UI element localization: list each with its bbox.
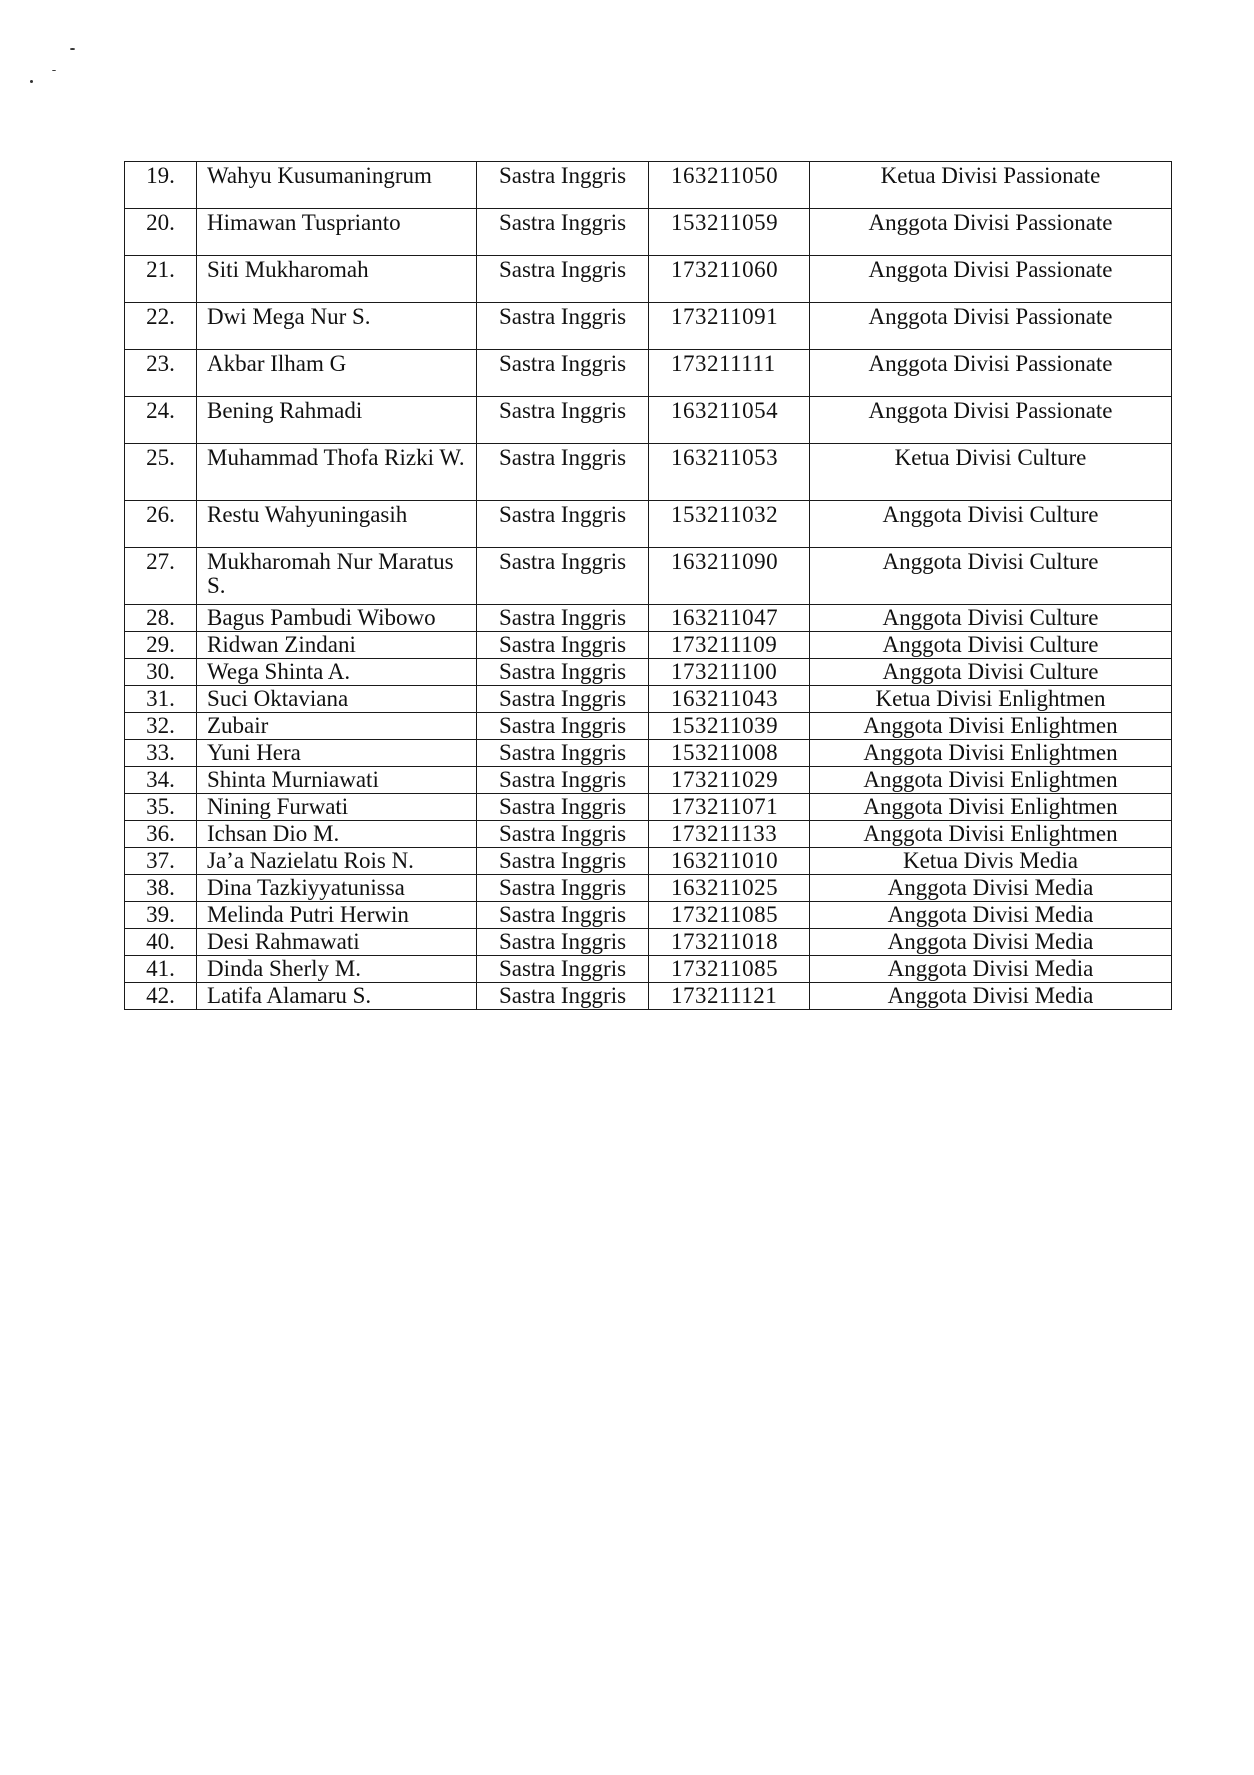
position-cell: Anggota Divisi Culture — [810, 501, 1172, 548]
member-name-cell: Himawan Tusprianto — [197, 209, 477, 256]
table-row — [125, 713, 1172, 740]
study-program-cell: Sastra Inggris — [477, 794, 649, 821]
member-name-cell: Zubair — [197, 713, 477, 740]
position-cell: Anggota Divisi Media — [810, 983, 1172, 1010]
student-id-cell: 173211111 — [649, 350, 810, 397]
student-id-cell: 173211100 — [649, 659, 810, 686]
member-name-cell: Latifa Alamaru S. — [197, 983, 477, 1010]
member-table — [124, 161, 1172, 1010]
row-number-cell: 19. — [125, 162, 197, 209]
member-name-cell: Mukharomah Nur Maratus S. — [197, 548, 477, 605]
study-program-cell: Sastra Inggris — [477, 686, 649, 713]
row-number-cell: 40. — [125, 929, 197, 956]
student-id-cell: 163211025 — [649, 875, 810, 902]
study-program-cell: Sastra Inggris — [477, 713, 649, 740]
position-cell: Anggota Divisi Enlightmen — [810, 740, 1172, 767]
student-id-cell: 173211071 — [649, 794, 810, 821]
member-name-cell: Siti Mukharomah — [197, 256, 477, 303]
row-number-cell: 28. — [125, 605, 197, 632]
position-cell: Anggota Divisi Passionate — [810, 350, 1172, 397]
table-row — [125, 501, 1172, 548]
member-name-cell: Wega Shinta A. — [197, 659, 477, 686]
study-program-cell: Sastra Inggris — [477, 767, 649, 794]
table-row — [125, 350, 1172, 397]
student-id-cell: 163211090 — [649, 548, 810, 605]
student-id-cell: 163211047 — [649, 605, 810, 632]
position-cell: Anggota Divisi Passionate — [810, 397, 1172, 444]
student-id-cell: 173211029 — [649, 767, 810, 794]
position-cell: Anggota Divisi Enlightmen — [810, 794, 1172, 821]
position-cell: Anggota Divisi Culture — [810, 659, 1172, 686]
student-id-cell: 163211043 — [649, 686, 810, 713]
scan-speck — [52, 70, 56, 71]
row-number-cell: 29. — [125, 632, 197, 659]
study-program-cell: Sastra Inggris — [477, 162, 649, 209]
table-row — [125, 767, 1172, 794]
student-id-cell: 163211054 — [649, 397, 810, 444]
row-number-cell: 34. — [125, 767, 197, 794]
row-number-cell: 39. — [125, 902, 197, 929]
position-cell: Anggota Divisi Culture — [810, 605, 1172, 632]
row-number-cell: 32. — [125, 713, 197, 740]
member-name-cell: Dinda Sherly M. — [197, 956, 477, 983]
student-id-cell: 173211091 — [649, 303, 810, 350]
study-program-cell: Sastra Inggris — [477, 929, 649, 956]
table-row — [125, 740, 1172, 767]
row-number-cell: 37. — [125, 848, 197, 875]
member-name-cell: Restu Wahyuningasih — [197, 501, 477, 548]
position-cell: Anggota Divisi Media — [810, 902, 1172, 929]
study-program-cell: Sastra Inggris — [477, 740, 649, 767]
position-cell: Anggota Divisi Passionate — [810, 303, 1172, 350]
member-name-cell: Melinda Putri Herwin — [197, 902, 477, 929]
study-program-cell: Sastra Inggris — [477, 821, 649, 848]
position-cell: Anggota Divisi Passionate — [810, 256, 1172, 303]
student-id-cell: 173211109 — [649, 632, 810, 659]
member-name-cell: Bening Rahmadi — [197, 397, 477, 444]
row-number-cell: 27. — [125, 548, 197, 605]
row-number-cell: 36. — [125, 821, 197, 848]
member-name-cell: Ichsan Dio M. — [197, 821, 477, 848]
member-name-cell: Bagus Pambudi Wibowo — [197, 605, 477, 632]
position-cell: Anggota Divisi Culture — [810, 632, 1172, 659]
student-id-cell: 163211053 — [649, 444, 810, 501]
table-row — [125, 983, 1172, 1010]
scan-speck — [30, 80, 33, 83]
row-number-cell: 33. — [125, 740, 197, 767]
table-row — [125, 209, 1172, 256]
study-program-cell: Sastra Inggris — [477, 397, 649, 444]
row-number-cell: 30. — [125, 659, 197, 686]
study-program-cell: Sastra Inggris — [477, 501, 649, 548]
member-name-cell: Suci Oktaviana — [197, 686, 477, 713]
study-program-cell: Sastra Inggris — [477, 444, 649, 501]
study-program-cell: Sastra Inggris — [477, 605, 649, 632]
row-number-cell: 35. — [125, 794, 197, 821]
row-number-cell: 26. — [125, 501, 197, 548]
student-id-cell: 173211121 — [649, 983, 810, 1010]
student-id-cell: 173211085 — [649, 902, 810, 929]
member-name-cell: Ja’a Nazielatu Rois N. — [197, 848, 477, 875]
study-program-cell: Sastra Inggris — [477, 632, 649, 659]
study-program-cell: Sastra Inggris — [477, 548, 649, 605]
member-name-cell: Nining Furwati — [197, 794, 477, 821]
table-row — [125, 162, 1172, 209]
study-program-cell: Sastra Inggris — [477, 983, 649, 1010]
table-row — [125, 956, 1172, 983]
position-cell: Ketua Divisi Passionate — [810, 162, 1172, 209]
table-row — [125, 303, 1172, 350]
table-row — [125, 605, 1172, 632]
student-id-cell: 153211008 — [649, 740, 810, 767]
row-number-cell: 22. — [125, 303, 197, 350]
position-cell: Anggota Divisi Enlightmen — [810, 767, 1172, 794]
table-row — [125, 686, 1172, 713]
position-cell: Anggota Divisi Enlightmen — [810, 713, 1172, 740]
member-name-cell: Dina Tazkiyyatunissa — [197, 875, 477, 902]
row-number-cell: 20. — [125, 209, 197, 256]
member-name-cell: Shinta Murniawati — [197, 767, 477, 794]
scan-speck — [70, 48, 75, 50]
row-number-cell: 23. — [125, 350, 197, 397]
member-name-cell: Dwi Mega Nur S. — [197, 303, 477, 350]
member-name-cell: Ridwan Zindani — [197, 632, 477, 659]
study-program-cell: Sastra Inggris — [477, 350, 649, 397]
student-id-cell: 163211050 — [649, 162, 810, 209]
position-cell: Ketua Divisi Culture — [810, 444, 1172, 501]
table-row — [125, 548, 1172, 605]
student-id-cell: 153211039 — [649, 713, 810, 740]
student-id-cell: 173211085 — [649, 956, 810, 983]
student-id-cell: 173211018 — [649, 929, 810, 956]
study-program-cell: Sastra Inggris — [477, 659, 649, 686]
position-cell: Anggota Divisi Passionate — [810, 209, 1172, 256]
table-row — [125, 929, 1172, 956]
study-program-cell: Sastra Inggris — [477, 956, 649, 983]
member-name-cell: Wahyu Kusumaningrum — [197, 162, 477, 209]
study-program-cell: Sastra Inggris — [477, 875, 649, 902]
table-row — [125, 902, 1172, 929]
student-id-cell: 153211032 — [649, 501, 810, 548]
row-number-cell: 24. — [125, 397, 197, 444]
member-name-cell: Muhammad Thofa Rizki W. — [197, 444, 477, 501]
position-cell: Anggota Divisi Enlightmen — [810, 821, 1172, 848]
study-program-cell: Sastra Inggris — [477, 902, 649, 929]
study-program-cell: Sastra Inggris — [477, 303, 649, 350]
table-row — [125, 397, 1172, 444]
table-row — [125, 794, 1172, 821]
table-row — [125, 444, 1172, 501]
student-id-cell: 173211133 — [649, 821, 810, 848]
study-program-cell: Sastra Inggris — [477, 209, 649, 256]
table-row — [125, 821, 1172, 848]
table-row — [125, 848, 1172, 875]
position-cell: Ketua Divis Media — [810, 848, 1172, 875]
row-number-cell: 21. — [125, 256, 197, 303]
row-number-cell: 31. — [125, 686, 197, 713]
table-row — [125, 632, 1172, 659]
member-table-body — [125, 162, 1172, 1010]
student-id-cell: 163211010 — [649, 848, 810, 875]
study-program-cell: Sastra Inggris — [477, 848, 649, 875]
member-name-cell: Yuni Hera — [197, 740, 477, 767]
student-id-cell: 153211059 — [649, 209, 810, 256]
position-cell: Anggota Divisi Media — [810, 929, 1172, 956]
position-cell: Ketua Divisi Enlightmen — [810, 686, 1172, 713]
study-program-cell: Sastra Inggris — [477, 256, 649, 303]
row-number-cell: 42. — [125, 983, 197, 1010]
table-row — [125, 659, 1172, 686]
member-name-cell: Akbar Ilham G — [197, 350, 477, 397]
member-name-cell: Desi Rahmawati — [197, 929, 477, 956]
position-cell: Anggota Divisi Media — [810, 956, 1172, 983]
table-row — [125, 875, 1172, 902]
row-number-cell: 25. — [125, 444, 197, 501]
position-cell: Anggota Divisi Media — [810, 875, 1172, 902]
student-id-cell: 173211060 — [649, 256, 810, 303]
position-cell: Anggota Divisi Culture — [810, 548, 1172, 605]
row-number-cell: 38. — [125, 875, 197, 902]
table-row — [125, 256, 1172, 303]
row-number-cell: 41. — [125, 956, 197, 983]
